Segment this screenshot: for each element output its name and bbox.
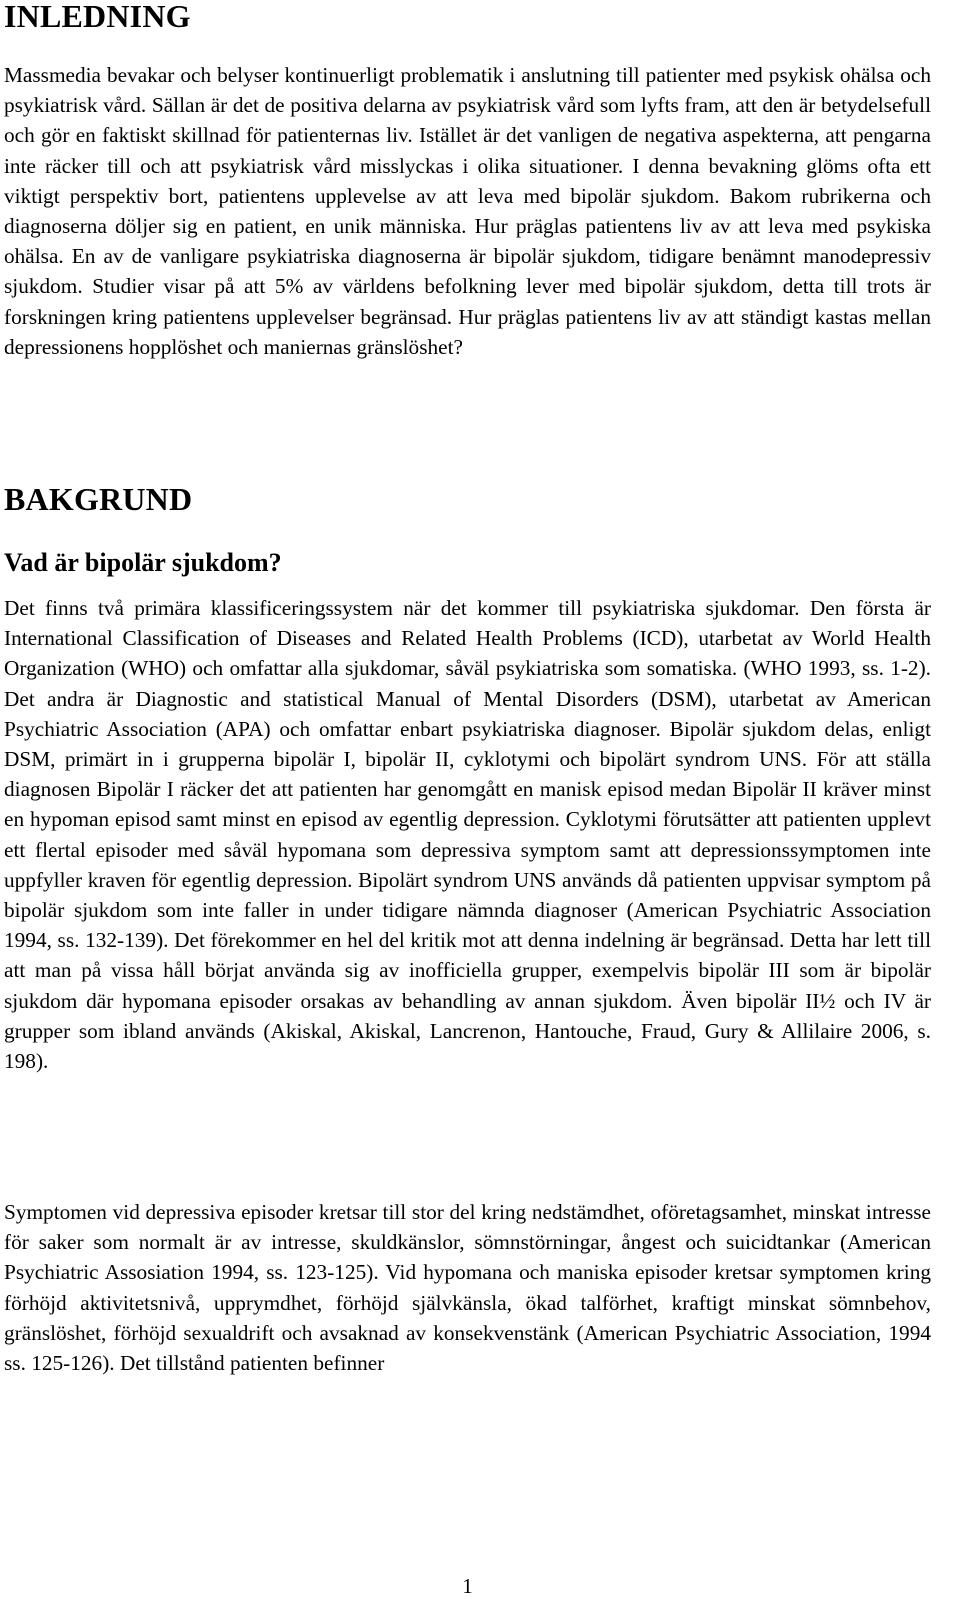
section-heading-bakgrund: BAKGRUND: [4, 481, 193, 517]
section-heading-inledning: INLEDNING: [4, 0, 191, 34]
paragraph-inledning: Massmedia bevakar och belyser kontinuerligt problematik i anslutning till patienter med psykisk ohälsa och psykiatrisk vård. Sällan är det de positiva delarna av psykiatrisk vård som lyfts fram, att den är betydelsefull och gör en faktiskt skillnad för patienternas liv. Istället är det vanligen de negativa aspekterna, att pengarna inte räcker till och att psykiatrisk vård misslyckas i olika situationer. I denna bevakning glöms ofta ett viktigt perspektiv bort, patientens upplevelse av att leva med bipolär sjukdom. Bakom rubrikerna och diagnoserna döljer sig en patient, en unik människa. Hur präglas patientens liv av att leva med psykiska ohälsa. En av de vanligare psykiatriska diagnoserna är bipolär sjukdom, tidigare benämnt manodepressiv sjukdom. Studier visar på att 5% av världens befolkning lever med bipolär sjukdom, detta till trots är forskningen kring patientens upplevelser begränsad. Hur präglas patientens liv av att ständigt kastas mellan depressionens hopplöshet och maniernas gränslöshet?: [4, 63, 931, 359]
subheading-vad-ar-bipolar-sjukdom: Vad är bipolär sjukdom?: [4, 548, 282, 577]
paragraph-bakgrund-1: Det finns två primära klassificeringssystem när det kommer till psykiatriska sjukdomar. Den första är International Classification of Diseases and Related Health Problems (ICD), utarbetat av World Health Organization (WHO) och omfattar alla sjukdomar, såväl psykiatriska som somatiska. (WHO 1993, ss. 1-2). Det andra är Diagnostic and statistical Manual of Mental Disorders (DSM), utarbetat av American Psychiatric Association (APA) och omfattar enbart psykiatriska diagnoser. Bipolär sjukdom delas, enligt DSM, primärt in i grupperna bipolär I, bipolär II, cyklotymi och bipolärt syndrom UNS. För att ställa diagnosen Bipolär I räcker det att patienten har genomgått en manisk episod medan Bipolär II kräver minst en hypoman episod samt minst en episod av egentlig depression. Cyklotymi förutsätter att patienten upplevt ett flertal episoder med såväl hypomana som depressiva symptom samt att depressionssymptomen inte uppfyller kraven för egentlig depression. Bipolärt syndrom UNS används då patienten uppvisar symptom på bipolär sjukdom som inte faller in under tidigare nämnda diagnoser (American Psychiatric Association 1994, ss. 132-139). Det förekommer en hel del kritik mot att denna indelning är begränsad. Detta har lett till att man på vissa håll börjat använda sig av inofficiella grupper, exempelvis bipolär III som är bipolär sjukdom där hypomana episoder orsakas av behandling av annan sjukdom. Även bipolär II½ och IV är grupper som ibland används (Akiskal, Akiskal, Lancrenon, Hantouche, Fraud, Gury & Allilaire 2006, s. 198).: [4, 596, 931, 1074]
page-number: 1: [462, 1574, 473, 1598]
paragraph-bakgrund-2: Symptomen vid depressiva episoder kretsar till stor del kring nedstämdhet, oföretagsamhet, minskat intresse för saker som normalt är av intresse, skuldkänslor, sömnstörningar, ångest och suicidtankar (American Psychiatric Assosiation 1994, ss. 123-125). Vid hypomana och maniska episoder kretsar symptomen kring förhöjd aktivitetsnivå, upprymdhet, förhöjd självkänsla, ökad talförhet, kraftigt minskat sömnbehov, gränslöshet, förhöjd sexualdrift och avsaknad av konsekvenstänk (American Psychiatric Association, 1994 ss. 125-126). Det tillstånd patienten befinner: [4, 1200, 931, 1376]
